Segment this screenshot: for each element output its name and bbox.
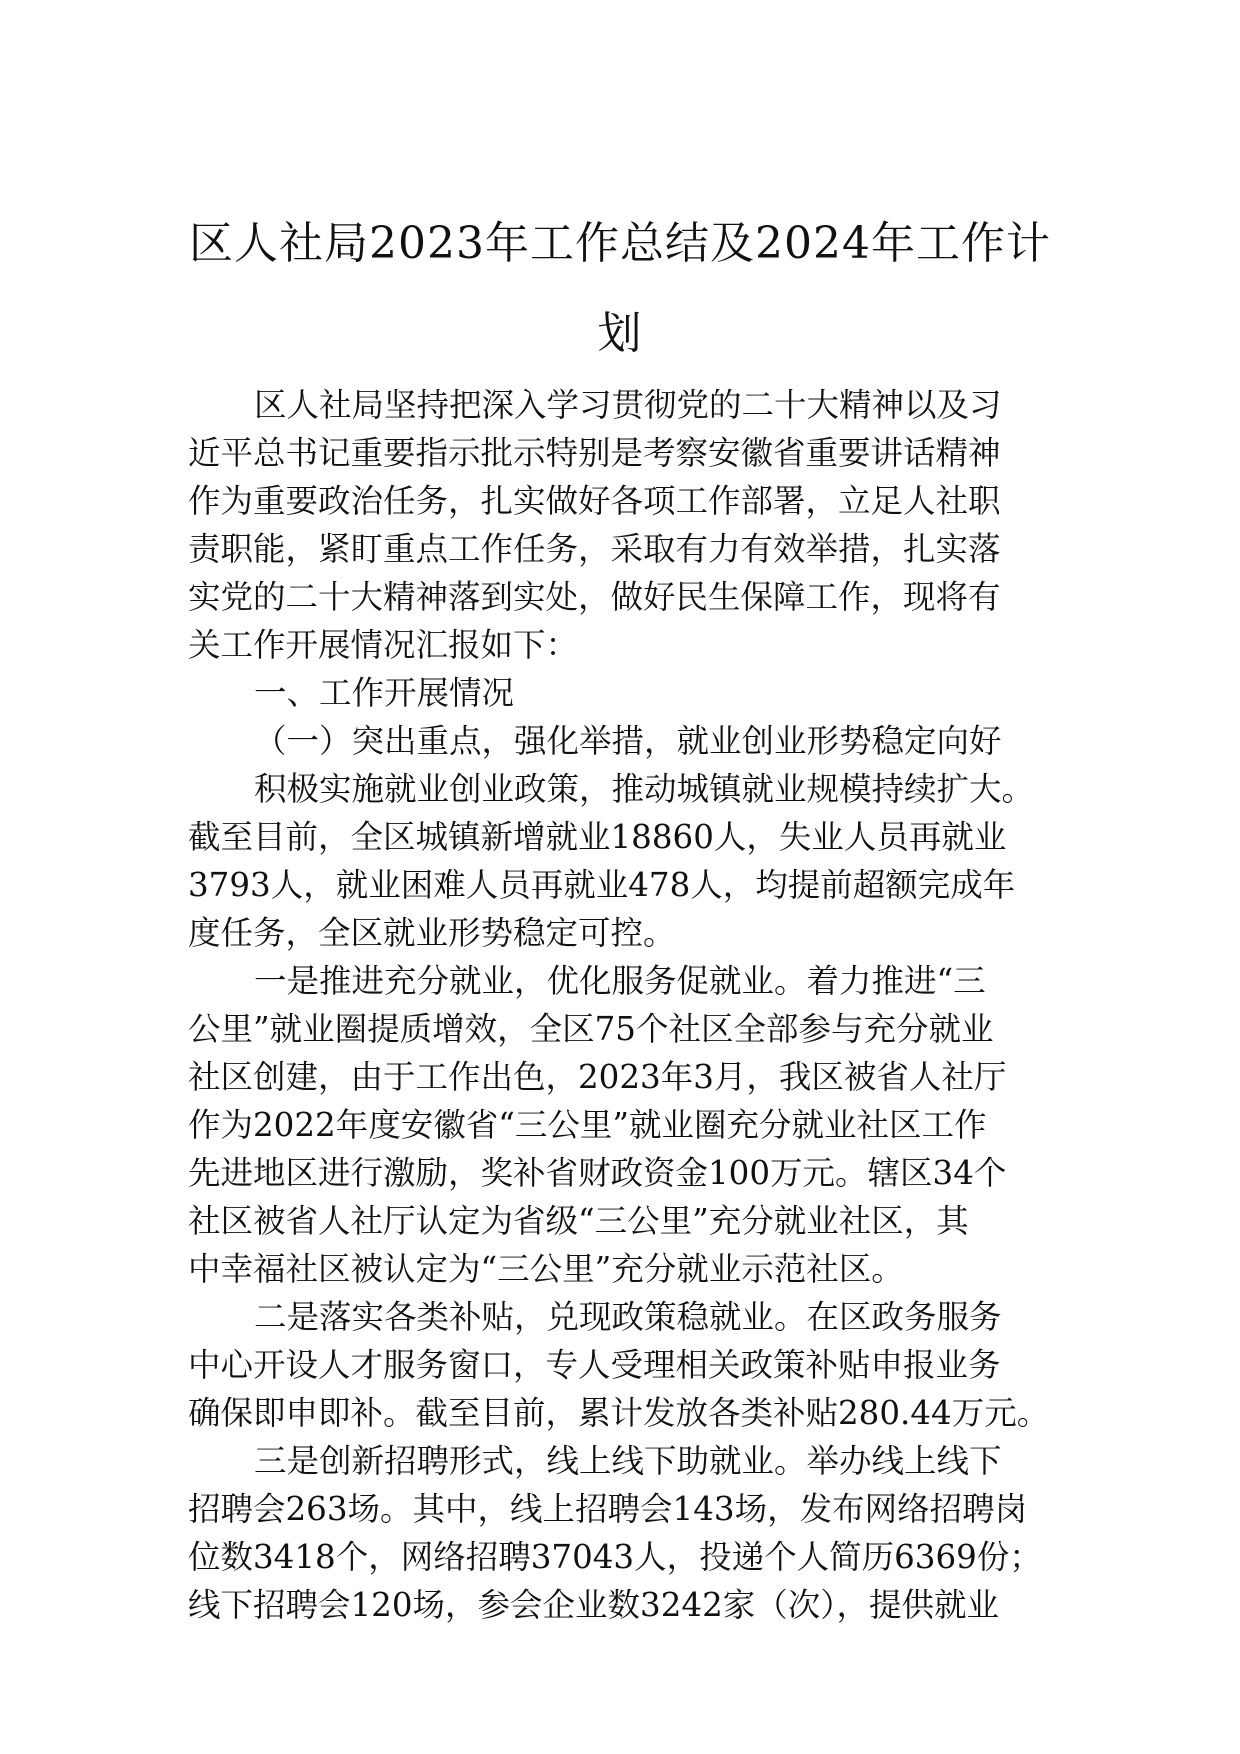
paragraph-line: 社区创建，由于工作出色，2023年3月，我区被省人社厅 — [188, 1058, 1007, 1096]
paragraph-line: 关工作开展情况汇报如下： — [188, 626, 579, 664]
paragraph-line: 3793人，就业困难人员再就业478人，均提前超额完成年 — [188, 866, 1016, 904]
paragraph-line: 三是创新招聘形式，线上线下助就业。举办线上线下 — [254, 1442, 1002, 1480]
paragraph-line: 中心开设人才服务窗口，专人受理相关政策补贴申报业务 — [188, 1346, 1001, 1384]
paragraph-line: 社区被省人社厅认定为省级“三公里”充分就业社区，其 — [188, 1202, 969, 1240]
paragraph-line: 招聘会263场。其中，线上招聘会143场，发布网络招聘岗 — [188, 1490, 1028, 1528]
document-title-line-1: 区人社局2023年工作总结及2024年工作计 — [189, 218, 1051, 269]
paragraph-line: 位数3418个，网络招聘37043人，投递个人简历6369份； — [188, 1538, 1042, 1576]
paragraph-line: 作为重要政治任务，扎实做好各项工作部署，立足人社职 — [188, 482, 1001, 520]
paragraph-line: 二是落实各类补贴，兑现政策稳就业。在区政务服务 — [254, 1298, 1002, 1336]
paragraph-line: 区人社局坚持把深入学习贯彻党的二十大精神以及习 — [254, 386, 1002, 424]
paragraph-line: 确保即申即补。截至目前，累计发放各类补贴280.44万元。 — [188, 1394, 1050, 1432]
paragraph-line: 实党的二十大精神落到实处，做好民生保障工作，现将有 — [188, 578, 1001, 616]
paragraph-line: 一是推进充分就业，优化服务促就业。着力推进“三 — [254, 962, 986, 1000]
paragraph-line: 度任务，全区就业形势稳定可控。 — [188, 914, 676, 952]
paragraph-line: 线下招聘会120场，参会企业数3242家（次），提供就业 — [188, 1586, 999, 1624]
document-title-line-2: 划 — [597, 308, 643, 359]
paragraph-line: 作为2022年度安徽省“三公里”就业圈充分就业社区工作 — [188, 1106, 987, 1144]
paragraph-line: 截至目前，全区城镇新增就业18860人，失业人员再就业 — [188, 818, 1007, 856]
subsection-heading: （一）突出重点，强化举措，就业创业形势稳定向好 — [254, 722, 1002, 760]
paragraph-line: 责职能，紧盯重点工作任务，采取有力有效举措，扎实落 — [188, 530, 1001, 568]
paragraph-line: 公里”就业圈提质增效，全区75个社区全部参与充分就业 — [188, 1010, 994, 1048]
section-heading: 一、工作开展情况 — [254, 674, 515, 712]
paragraph-line: 积极实施就业创业政策，推动城镇就业规模持续扩大。 — [254, 770, 1035, 808]
paragraph-line: 先进地区进行激励，奖补省财政资金100万元。辖区34个 — [188, 1154, 1007, 1192]
paragraph-line: 中幸福社区被认定为“三公里”充分就业示范社区。 — [188, 1250, 904, 1288]
paragraph-line: 近平总书记重要指示批示特别是考察安徽省重要讲话精神 — [188, 434, 1001, 472]
